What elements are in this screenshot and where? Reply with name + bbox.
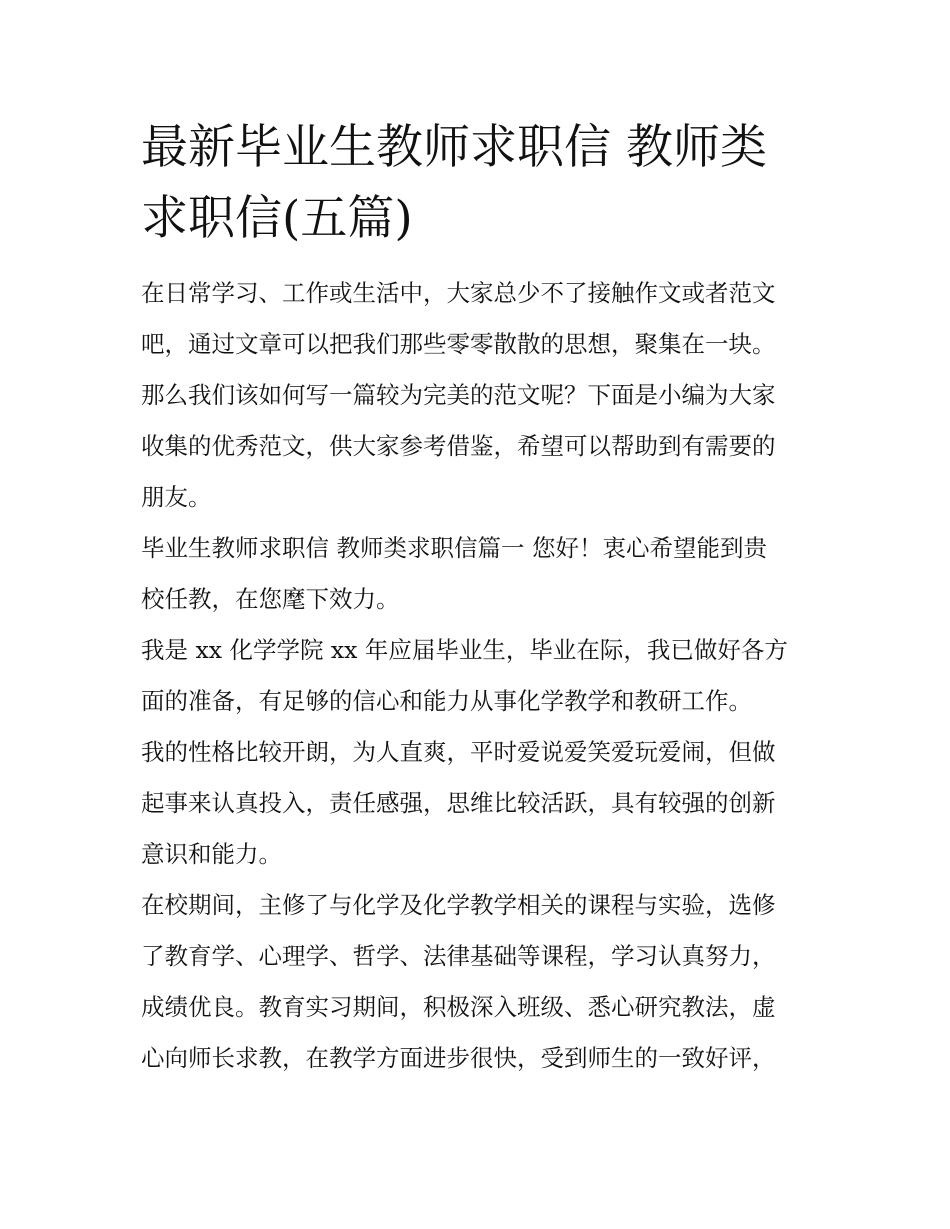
- text-line: 了教育学、心理学、哲学、法律基础等课程，学习认真努力，: [141, 942, 776, 970]
- title-line: 求职信(五篇): [141, 191, 413, 246]
- text-line: 在日常学习、工作或生活中，大家总少不了接触作文或者范文: [141, 279, 776, 307]
- intro-paragraph: [141, 268, 821, 523]
- text-line: 成绩优良。教育实习期间，积极深入班级、悉心研究教法，虚: [141, 993, 776, 1021]
- text-line: 吧，通过文章可以把我们那些零零散散的思想，聚集在一块。: [141, 330, 776, 358]
- text-line: 意识和能力。: [141, 840, 282, 868]
- text-line: 心向师长求教，在教学方面进步很快，受到师生的一致好评，: [141, 1044, 776, 1072]
- self-introduction-paragraph: [141, 625, 821, 727]
- letter-opening-paragraph: [141, 523, 821, 625]
- text-line: 起事来认真投入，责任感强，思维比较活跃，具有较强的创新: [141, 789, 776, 817]
- text-line: 收集的优秀范文，供大家参考借鉴，希望可以帮助到有需要的: [141, 432, 776, 460]
- education-paragraph: [141, 880, 821, 1084]
- document-body: [141, 112, 821, 1084]
- text-line: 毕业生教师求职信 教师类求职信篇一 您好！衷心希望能到贵: [141, 534, 767, 562]
- text-line: 面的准备，有足够的信心和能力从事化学教学和教研工作。: [141, 687, 752, 715]
- text-line: 我是 xx 化学学院 xx 年应届毕业生，毕业在际，我已做好各方: [141, 636, 788, 664]
- document-title: [141, 112, 821, 254]
- text-line: 在校期间，主修了与化学及化学教学相关的课程与实验，选修: [141, 891, 776, 919]
- text-line: 校任教，在您麾下效力。: [141, 585, 400, 613]
- text-line: 朋友。: [141, 483, 212, 511]
- text-line: 我的性格比较开朗，为人直爽，平时爱说爱笑爱玩爱闹，但做: [141, 738, 776, 766]
- text-line: 那么我们该如何写一篇较为完美的范文呢？下面是小编为大家: [141, 381, 776, 409]
- title-line: 最新毕业生教师求职信 教师类: [141, 120, 767, 175]
- personality-paragraph: [141, 727, 821, 880]
